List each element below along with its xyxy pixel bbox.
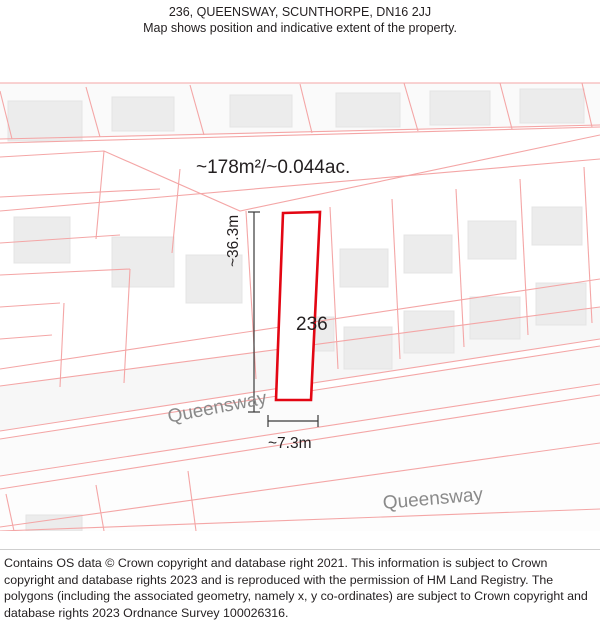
subject-plot-outline <box>276 212 320 400</box>
map-canvas[interactable] <box>0 39 600 531</box>
street-name-label-secondary: Queensway <box>382 484 484 514</box>
copyright-footer <box>0 549 600 625</box>
map-vector-layer <box>0 39 600 531</box>
copyright-text: Contains OS data © Crown copyright and database right 2021. This information is subject to Crown copyright and database rights 2023 and is reproduced with the permission of HM Land Registry. The polygons (including the associated geometry, namely x, y co-ordinates) are subject to Crown copyright and database rights 2023 Ordnance Survey 100026316. <box>4 556 588 620</box>
area-label: ~178m²/~0.044ac. <box>196 157 351 178</box>
plot-number-label: 236 <box>296 314 328 335</box>
page-title: 236, QUEENSWAY, SCUNTHORPE, DN16 2JJ <box>168 5 432 19</box>
street-name-label-primary: Queensway <box>166 387 269 428</box>
map-header <box>0 0 600 37</box>
height-dimension-label: ~36.3m <box>225 214 242 267</box>
width-dimension-label: ~7.3m <box>268 435 312 452</box>
page-subtitle: Map shows position and indicative extent of the property. <box>143 21 457 35</box>
